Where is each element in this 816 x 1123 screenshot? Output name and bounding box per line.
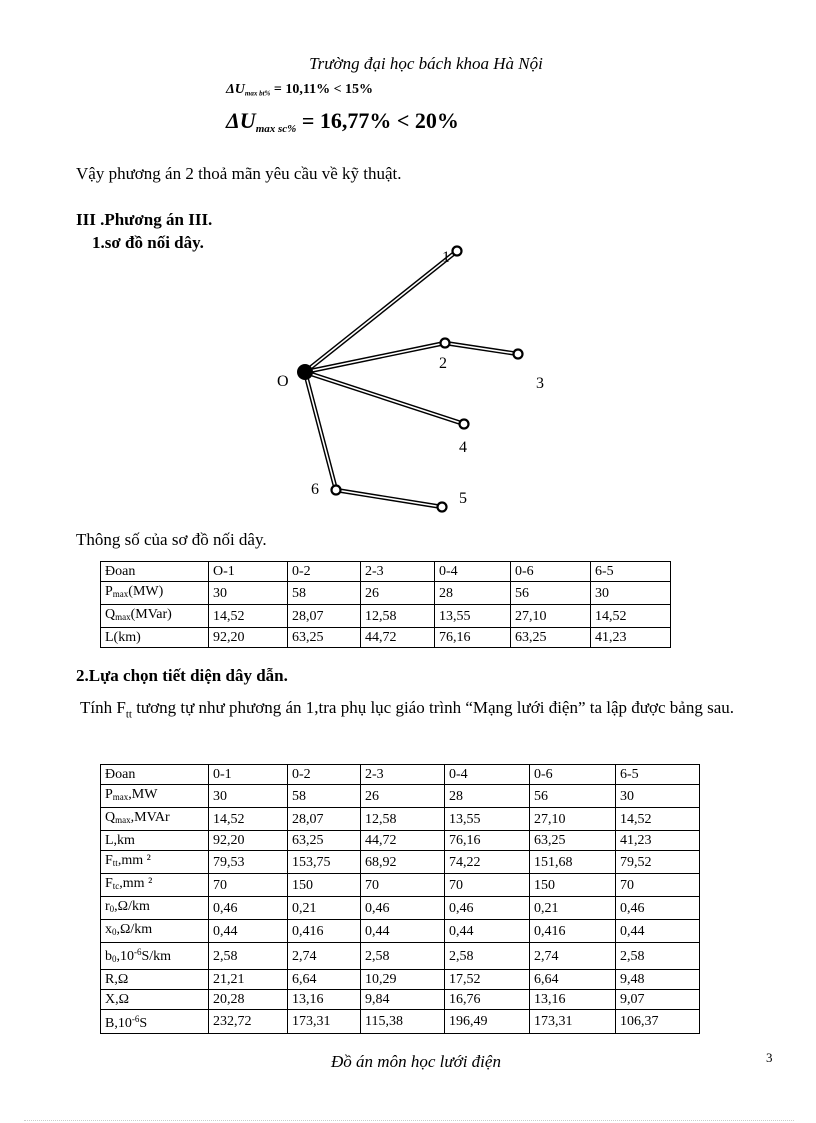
value-cell: 13,55 [445,808,530,831]
row-label-sup: -6 [134,947,142,957]
header-col-cell: 0-1 [209,765,288,785]
value-cell: 0,46 [445,897,530,920]
header-row [101,765,700,785]
value-cell: 44,72 [361,628,435,648]
value-cell: 58 [288,785,361,808]
row-label-tail: ,10 [116,949,134,964]
row-label-cell [101,897,209,920]
wiring-diagram [0,0,816,560]
row-label-cell [101,808,209,831]
table-row [101,808,700,831]
row-label-main: X,Ω [105,992,130,1007]
value-cell: 30 [209,582,288,605]
table-row [101,970,700,990]
row-label-cell [101,851,209,874]
wiring-lines-outer [305,251,518,507]
header-row [101,562,671,582]
header-col-cell: 6-5 [591,562,671,582]
node-1 [453,247,462,256]
value-cell: 44,72 [361,831,445,851]
value-cell: 0,44 [361,920,445,943]
conductor-selection-body [101,765,700,1034]
row-label-cell [101,1010,209,1034]
row-label-sub: max [115,815,131,825]
value-cell: 27,10 [511,605,591,628]
value-cell: 10,29 [361,970,445,990]
row-label-cell [101,628,209,648]
value-cell: 30 [616,785,700,808]
bottom-rule [24,1120,794,1121]
value-cell: 2,58 [361,943,445,970]
value-cell: 2,74 [530,943,616,970]
label-o: O [277,373,289,390]
table-row [101,943,700,970]
label-3: 3 [536,375,544,392]
value-cell: 63,25 [530,831,616,851]
row-label-sub: tc [112,881,120,891]
label-1: 1 [442,249,450,266]
conductor-selection-table [100,764,700,1034]
params-title: Thông số của sơ đồ nối dây. [76,530,267,549]
value-cell: 2,74 [288,943,361,970]
row-label-main: B,10 [105,1016,132,1031]
value-cell: 30 [209,785,288,808]
eq2-subscript: max sc% [255,122,297,135]
table-row [101,851,700,874]
row-label-sub: max [112,589,129,599]
label-6: 6 [311,481,319,498]
value-cell: 28 [435,582,511,605]
eq2-rhs: = 16,77% < 20% [301,108,459,133]
row-label-sub: max [112,792,129,802]
value-cell: 30 [591,582,671,605]
value-cell: 26 [361,785,445,808]
row-label-cell [101,831,209,851]
value-cell: 63,25 [288,628,361,648]
value-cell: 151,68 [530,851,616,874]
value-cell: 173,31 [288,1010,361,1034]
value-cell: 28 [445,785,530,808]
table-row [101,874,700,897]
value-cell: 106,37 [616,1010,700,1034]
row-label-main: L(km) [105,630,141,645]
table-row [101,897,700,920]
row-label-sub: max [115,612,131,622]
header-col-cell: 0-2 [288,562,361,582]
value-cell: 232,72 [209,1010,288,1034]
header-label-cell: Đoan [101,562,209,582]
row-label-tail: ,MVAr [130,810,170,825]
eq1-symbol: ΔU [226,82,245,97]
value-cell: 17,52 [445,970,530,990]
row-label-cell [101,785,209,808]
value-cell: 0,46 [361,897,445,920]
label-5: 5 [459,490,467,507]
value-cell: 9,07 [616,990,700,1010]
para-post: tương tự như phương án 1,tra phụ lục giáo trình “Mạng lưới điện” ta lập được bảng sau. [131,698,735,717]
para-sub: tt [125,708,132,721]
value-cell: 16,76 [445,990,530,1010]
value-cell: 26 [361,582,435,605]
header-col-cell: 0-2 [288,765,361,785]
label-2: 2 [439,355,447,372]
row-label-main: b [105,949,112,964]
value-cell: 63,25 [288,831,361,851]
value-cell: 70 [361,874,445,897]
value-cell: 13,16 [530,990,616,1010]
wiring-parameters-table [100,561,671,648]
subsection-conductor-selection: 2.Lựa chọn tiết diện dây dẫn. [76,666,288,685]
row-label-main: R,Ω [105,972,129,987]
value-cell: 115,38 [361,1010,445,1034]
value-cell: 76,16 [445,831,530,851]
value-cell: 12,58 [361,605,435,628]
row-label-tail: ,Ω/km [116,922,153,937]
header-col-cell: 0-4 [445,765,530,785]
row-label-cell [101,920,209,943]
value-cell: 6,64 [288,970,361,990]
node-3 [514,350,523,359]
value-cell: 68,92 [361,851,445,874]
table-row [101,582,671,605]
row-label-tail: (MW) [128,584,164,599]
value-cell: 70 [209,874,288,897]
row-label-sub: 0 [112,927,117,937]
row-label-tail: ,mm ² [119,876,153,891]
row-label-main: L,km [105,833,135,848]
value-cell: 0,44 [209,920,288,943]
value-cell: 41,23 [591,628,671,648]
row-label-main: P [105,787,113,802]
table-row [101,831,700,851]
row-label-cell [101,970,209,990]
header-label-cell: Đoan [101,765,209,785]
section-title: III .Phương án III. [76,210,213,229]
value-cell: 28,07 [288,605,361,628]
row-label-tail: ,MW [128,787,158,802]
wiring-parameters-body [101,562,671,648]
value-cell: 153,75 [288,851,361,874]
row-label-sup: -6 [131,1014,140,1024]
para-pre: Tính F [80,698,126,717]
page-footer: Đồ án môn học lưới điện [331,1052,501,1071]
table-row [101,1010,700,1034]
header-col-cell: 2-3 [361,765,445,785]
conclusion-text: Vậy phương án 2 thoả mãn yêu cầu về kỹ thuật. [76,164,402,183]
row-label-main: Q [105,607,116,622]
value-cell: 14,52 [616,808,700,831]
conductor-paragraph [76,696,736,726]
page-header: Trường đại học bách khoa Hà Nội [309,54,543,73]
row-label-main: F [105,853,113,868]
row-label-sub: 0 [109,904,115,914]
row-label-main: Q [105,810,116,825]
source-node-o [297,364,313,380]
subsection-wiring-diagram: 1.sơ đồ nối dây. [92,233,204,252]
value-cell: 74,22 [445,851,530,874]
label-4: 4 [459,439,467,456]
value-cell: 70 [445,874,530,897]
value-cell: 196,49 [445,1010,530,1034]
table-row [101,990,700,1010]
row-label-cell [101,990,209,1010]
row-label-tail: ,mm ² [117,853,151,868]
row-label-main: x [105,922,112,937]
value-cell: 0,44 [616,920,700,943]
header-col-cell: 6-5 [616,765,700,785]
table-row [101,785,700,808]
row-label-main: F [105,876,113,891]
value-cell: 6,64 [530,970,616,990]
value-cell: 0,21 [288,897,361,920]
value-cell: 0,44 [445,920,530,943]
eq2-symbol: ΔU [226,108,256,133]
node-4 [460,420,469,429]
value-cell: 0,21 [530,897,616,920]
value-cell: 150 [288,874,361,897]
eq1-rhs: = 10,11% < 15% [273,82,374,97]
value-cell: 79,53 [209,851,288,874]
value-cell: 9,48 [616,970,700,990]
header-col-cell: O-1 [209,562,288,582]
row-label-sub: tt [112,858,118,868]
header-col-cell: 0-4 [435,562,511,582]
row-label-cell [101,582,209,605]
value-cell: 21,21 [209,970,288,990]
row-label-sub: 0 [112,954,117,964]
value-cell: 9,84 [361,990,445,1010]
value-cell: 28,07 [288,808,361,831]
value-cell: 56 [530,785,616,808]
value-cell: 0,416 [288,920,361,943]
value-cell: 41,23 [616,831,700,851]
value-cell: 12,58 [361,808,445,831]
value-cell: 0,46 [209,897,288,920]
header-col-cell: 0-6 [530,765,616,785]
value-cell: 79,52 [616,851,700,874]
row-label-unit: S/km [141,949,172,964]
value-cell: 58 [288,582,361,605]
row-label-tail: ,Ω/km [114,899,150,914]
value-cell: 14,52 [209,605,288,628]
table-row [101,628,671,648]
value-cell: 56 [511,582,591,605]
eq1-subscript: max bt% [244,89,271,98]
value-cell: 14,52 [209,808,288,831]
node-2 [441,339,450,348]
value-cell: 2,58 [445,943,530,970]
value-cell: 20,28 [209,990,288,1010]
value-cell: 173,31 [530,1010,616,1034]
value-cell: 0,416 [530,920,616,943]
row-label-cell [101,943,209,970]
node-5 [438,503,447,512]
node-6 [332,486,341,495]
value-cell: 92,20 [209,628,288,648]
value-cell: 150 [530,874,616,897]
value-cell: 13,16 [288,990,361,1010]
row-label-main: r [105,899,110,914]
row-label-unit: S [139,1016,148,1031]
value-cell: 0,46 [616,897,700,920]
page-number: 3 [766,1050,773,1065]
header-col-cell: 0-6 [511,562,591,582]
table-row [101,605,671,628]
value-cell: 2,58 [209,943,288,970]
row-label-main: P [105,584,113,599]
row-label-tail: (MVar) [130,607,172,622]
row-label-cell [101,874,209,897]
value-cell: 2,58 [616,943,700,970]
value-cell: 92,20 [209,831,288,851]
value-cell: 13,55 [435,605,511,628]
value-cell: 63,25 [511,628,591,648]
row-label-cell [101,605,209,628]
value-cell: 76,16 [435,628,511,648]
value-cell: 27,10 [530,808,616,831]
header-col-cell: 2-3 [361,562,435,582]
table-row [101,920,700,943]
value-cell: 70 [616,874,700,897]
value-cell: 14,52 [591,605,671,628]
